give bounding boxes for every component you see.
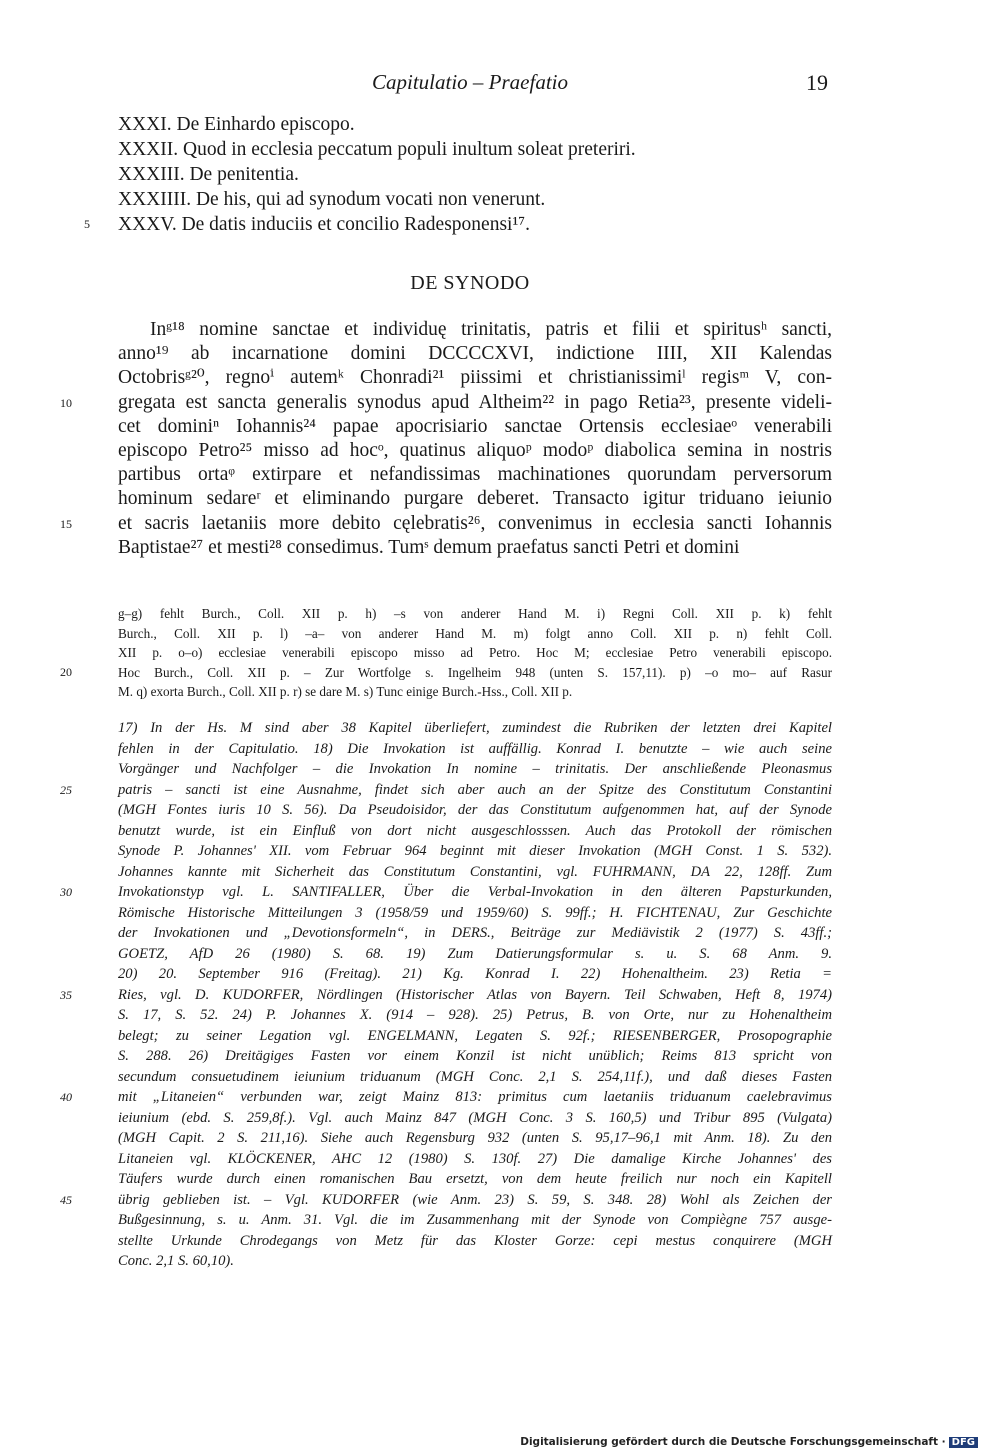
commentary-line: der Invokationen und „Devotionsformeln“, in DERS., Beiträge zur Mediävistik 2 (1977) S. 43ff.; (118, 925, 832, 941)
commentary-line: Römische Historische Mitteilungen 3 (1958/59 und 1959/60) S. 99ff.; H. FICHTENAU, Zur Geschichte (118, 904, 832, 921)
dfg-logo: DFG (949, 1437, 978, 1448)
digitization-credit (520, 1436, 978, 1448)
line-number: 5 (84, 217, 90, 231)
commentary-line: 35 Ries, vgl. D. KUDORFER, Nördlingen (Historischer Atlas von Bayern. Teil Schwaben, Heft 8, 1974) (118, 985, 832, 1006)
commentary-line: 40 mit „Litaneien“ verbunden war, zeigt Mainz 813: primitus cum laetaniis triduanum caelebravimus (118, 1087, 832, 1108)
chapter-rubric: XXXIIII. De his, qui ad synodum vocati non venerunt. (118, 189, 546, 210)
commentary-line: (MGH Fontes iuris 10 S. 56). Da Pseudoisidor, der das Constitutum aufgenommen hat, auf der Synode (118, 802, 832, 818)
commentary-line: ieiunium (ebd. S. 259,8f.). Vgl. auch Mainz 847 (MGH Conc. 3 S. 160,5) und Tribur 895 (Vulgata) (118, 1109, 832, 1126)
commentary-line: Litaneien vgl. KLÖCKENER, AHC 12 (1980) S. 130f. 27) Die damalige Kirche Johannes' des (118, 1150, 832, 1167)
credit-text: Digitalisierung gefördert durch die Deutsche Forschungsgemeinschaft · (520, 1436, 946, 1448)
running-head-title: Capitulatio – Praefatio (371, 70, 568, 94)
section-title: DE SYNODO (410, 272, 530, 294)
text-line: hominum sedareʳ et eliminando purgare deberet. Transacto igitur triduano ieiunio (118, 488, 832, 510)
commentary-line: Täufers wurde durch einen romanischen Bau ersetzt, von dem heute freilich nur noch ein Kapitell (118, 1171, 832, 1187)
apparatus-line: XII p. o–o) ecclesiae venerabili episcopo misso ad Petro. Hoc M; ecclesiae Petro venerabili episcopo. (118, 645, 832, 660)
text-line: Inᵍ¹⁸ nomine sanctae et individuę trinitatis, patris et filii et spiritusʰ sancti, (150, 319, 832, 340)
text-line: 15 et sacris laetaniis more debito cęlebratis²⁶, convenimus in ecclesia sancti Iohannis (118, 512, 832, 536)
main-text (60, 318, 832, 560)
commentary-line: 25 patris – sancti ist eine Ausnahme, findet sich aber auch an der Spitze des Constitutum Constantini (118, 780, 832, 801)
commentary-line: Johannes kannte mit Sicherheit das Constitutum Constantini, vgl. FUHRMANN, DA 22, 128ff. Zum (118, 863, 832, 880)
text-line: episcopo Petro²⁵ misso ad hocᵒ, quatinus aliquoᵖ modoᵖ diabolica semina in nostris (118, 440, 832, 462)
line-number: 25 (60, 782, 72, 797)
line-number: 20 (60, 664, 72, 679)
apparatus-line: g–g) fehlt Burch., Coll. XII p. h) –s von anderer Hand M. i) Regni Coll. XII p. k) fehlt (118, 606, 832, 621)
commentary-line: Conc. 2,1 S. 60,10). (118, 1253, 234, 1269)
commentary-line: stellte Urkunde Chrodegangs von Metz für das Kloster Gorze: cepi mestus conquirere (MGH (118, 1232, 832, 1249)
chapter-list (84, 112, 838, 237)
apparatus-line: M. q) exorta Burch., Coll. XII p. r) se dare M. s) Tunc einige Burch.-Hss., Coll. XII p. (118, 684, 573, 699)
commentary-line: 45 übrig geblieben ist. – Vgl. KUDORFER (wie Anm. 23) S. 59, S. 348. 28) Wohl als Zeichen der (118, 1190, 832, 1211)
commentary-line: benutzt wurde, ist ein Einfluß von dort nicht ausgeschlosssen. Auch das Protokoll der römischen (118, 822, 832, 839)
chapter-rubric: XXXII. Quod in ecclesia peccatum populi inultum soleat preteriri. (118, 139, 636, 160)
chapter-rubric: 5 XXXV. De datis induciis et concilio Radesponensi¹⁷. (118, 212, 838, 237)
text-line: cet dominiⁿ Iohannis²⁴ papae apocrisiario sanctae Ortensis ecclesiaeᵒ venerabili (118, 415, 832, 437)
line-number: 15 (60, 516, 72, 531)
line-number: 10 (60, 395, 72, 410)
commentary-notes (60, 718, 832, 1272)
text-line: anno¹⁹ ab incarnatione domini DCCCCXVI, indictione IIII, XII Kalendas (118, 343, 832, 365)
text-line: Baptistae²⁷ et mesti²⁸ consedimus. Tumˢ demum praefatus sancti Petri et domini (118, 536, 740, 558)
commentary-line: GOETZ, AfD 26 (1980) S. 68. 19) Zum Datierungsformular s. u. S. 68 Anm. 9. (118, 945, 832, 962)
chapter-rubric: XXXI. De Einhardo episcopo. (118, 114, 355, 135)
commentary-line: Bußgesinnung, s. u. Anm. 31. Vgl. die im Zusammenhang mit der Synode von Compiègne 757 ausge- (118, 1212, 832, 1228)
commentary-line: fehlen in der Capitulatio. 18) Die Invokation ist auffällig. Konrad I. benutzte – wie auch seine (118, 740, 832, 757)
chapter-rubric: XXXIII. De penitentia. (118, 164, 299, 185)
line-number: 45 (60, 1192, 72, 1207)
commentary-line: Vorgänger und Nachfolger – die Invokation In nomine – trinitatis. Der anschließende Pleonasmus (118, 761, 832, 777)
commentary-line: Synode P. Johannes' XII. vom Februar 964 beginnt mit dieser Invokation (MGH Const. 1 S. 532). (118, 843, 832, 859)
commentary-line: secundum consuetudinem ieiunium triduanum (MGH Conc. 2,1 S. 254,11f.), und daß dieses Fasten (118, 1068, 832, 1085)
commentary-line: 30 Invokationstyp vgl. L. SANTIFALLER, Über die Verbal-Invokation in den älteren Papsturkunden, (118, 882, 832, 903)
commentary-line: belegt; zu seiner Legation vgl. ENGELMANN, Legaten S. 92f.; RIESENBERGER, Prosopographie (118, 1027, 832, 1044)
apparatus-line: Burch., Coll. XII p. l) –a– von anderer Hand M. m) folgt anno Coll. XII p. n) fehlt Coll. (118, 625, 832, 641)
text-line: partibus ortaᵠ extirpare et nefandissimas machinationes quorundam perversorum (118, 464, 832, 486)
text-line: 10 gregata est sancta generalis synodus apud Altheim²² in pago Retia²³, presente videli- (118, 391, 832, 415)
text-line: Octobrisᵍ²⁰, regnoⁱ autemᵏ Chonradi²¹ piissimi et christianissimiˡ regisᵐ V, con- (118, 367, 832, 389)
line-number: 35 (60, 987, 72, 1002)
commentary-line: 20) 20. September 916 (Freitag). 21) Kg. Konrad I. 22) Hohenaltheim. 23) Retia = (118, 966, 832, 982)
apparatus-line: 20 Hoc Burch., Coll. XII p. – Zur Wortfolge s. Ingelheim 948 (unten S. 157,11). p) –o mo– auf Rasur (118, 663, 832, 683)
page-number: 19 (806, 70, 828, 95)
commentary-line: 17) In der Hs. M sind aber 38 Kapitel überliefert, zumindest die Rubriken der letzten drei Kapitel (118, 720, 832, 736)
critical-apparatus (60, 604, 832, 702)
commentary-line: S. 288. 26) Dreitägiges Fasten vor einem Konzil ist nicht unüblich; Reims 813 spricht von (118, 1048, 832, 1064)
commentary-line: S. 17, S. 52. 24) P. Johannes X. (914 – 928). 25) Petrus, B. von Orte, nur zu Hohenaltheim (118, 1007, 832, 1023)
line-number: 30 (60, 885, 72, 899)
line-number: 40 (60, 1090, 72, 1104)
commentary-line: (MGH Capit. 2 S. 211,16). Siehe auch Regensburg 932 (unten S. 95,17–96,1 mit Anm. 18). Zu den (118, 1130, 832, 1146)
